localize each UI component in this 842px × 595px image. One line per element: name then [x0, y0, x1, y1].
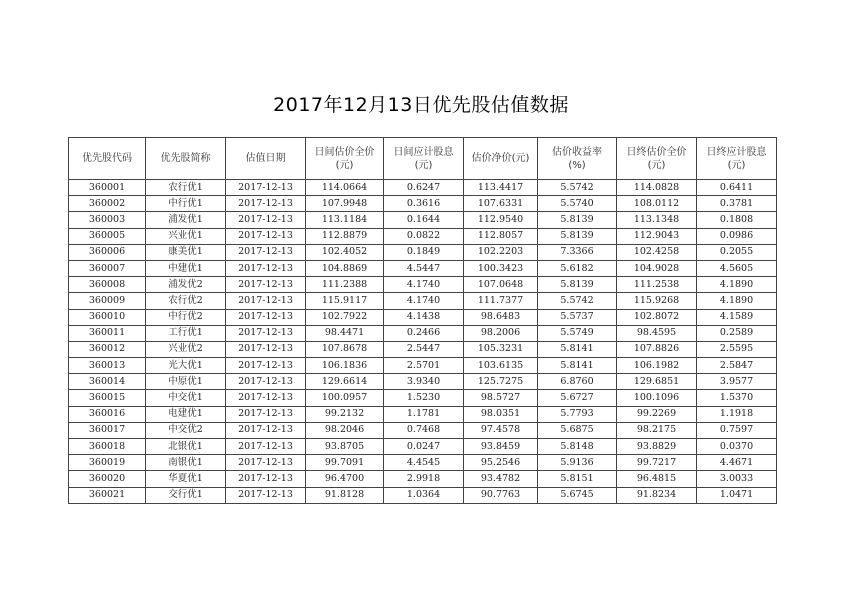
table-cell: 91.8128: [306, 487, 384, 503]
table-cell: 129.6614: [306, 374, 384, 390]
table-cell: 0.7468: [384, 422, 464, 438]
table-cell: 5.5749: [538, 325, 617, 341]
table-cell: 360002: [69, 196, 146, 212]
table-cell: 360019: [69, 455, 146, 471]
table-cell: 96.4815: [617, 471, 697, 487]
table-cell: 中原优1: [146, 374, 226, 390]
table-row: [69, 487, 777, 503]
column-header-label: 日间估价全价: [314, 146, 375, 158]
table-cell: 5.8139: [538, 228, 617, 244]
table-cell: 2017-12-13: [226, 277, 306, 293]
table-cell: 360015: [69, 390, 146, 406]
table-cell: 0.0822: [384, 228, 464, 244]
column-header-unit: (%): [568, 159, 586, 171]
table-cell: 2017-12-13: [226, 196, 306, 212]
table-cell: 115.9268: [617, 293, 697, 309]
table-cell: 360011: [69, 325, 146, 341]
table-cell: 北银优1: [146, 439, 226, 455]
column-header-label: 估值日期: [245, 153, 286, 164]
table-cell: 360012: [69, 341, 146, 357]
table-cell: 111.2388: [306, 277, 384, 293]
table-cell: 2017-12-13: [226, 341, 306, 357]
table-cell: 107.9948: [306, 196, 384, 212]
table-cell: 360020: [69, 471, 146, 487]
table-cell: 4.1438: [384, 309, 464, 325]
table-cell: 2017-12-13: [226, 358, 306, 374]
table-cell: 5.8151: [538, 471, 617, 487]
table-row: [69, 325, 777, 341]
table-cell: 0.1644: [384, 212, 464, 228]
table-cell: 112.9540: [464, 212, 538, 228]
column-header: [617, 138, 697, 180]
table-cell: 交行优1: [146, 487, 226, 503]
table-cell: 4.5605: [697, 260, 777, 276]
table-cell: 中交优2: [146, 422, 226, 438]
table-row: [69, 212, 777, 228]
table-cell: 360001: [69, 180, 146, 196]
table-row: [69, 309, 777, 325]
table-cell: 97.4578: [464, 422, 538, 438]
table-cell: 4.1890: [697, 293, 777, 309]
table-cell: 兴业优2: [146, 341, 226, 357]
table-cell: 114.0828: [617, 180, 697, 196]
table-cell: 4.1890: [697, 277, 777, 293]
table-cell: 360017: [69, 422, 146, 438]
table-cell: 98.4595: [617, 325, 697, 341]
table-cell: 5.6745: [538, 487, 617, 503]
header-row: [69, 138, 777, 180]
table-cell: 4.4545: [384, 455, 464, 471]
column-header: [384, 138, 464, 180]
page-title: 2017年12月13日优先股估值数据: [273, 94, 569, 116]
table-cell: 2017-12-13: [226, 439, 306, 455]
table-cell: 104.8869: [306, 260, 384, 276]
table-cell: 2017-12-13: [226, 374, 306, 390]
table-cell: 99.2132: [306, 406, 384, 422]
table-cell: 360010: [69, 309, 146, 325]
table-cell: 兴业优1: [146, 228, 226, 244]
table-cell: 0.3781: [697, 196, 777, 212]
table-cell: 2.5447: [384, 341, 464, 357]
table-cell: 93.8705: [306, 439, 384, 455]
table-cell: 0.0370: [697, 439, 777, 455]
table-row: [69, 471, 777, 487]
table-cell: 108.0112: [617, 196, 697, 212]
table-cell: 107.6331: [464, 196, 538, 212]
column-header-label: 优先股代码: [82, 153, 132, 164]
table-row: [69, 374, 777, 390]
table-cell: 98.2006: [464, 325, 538, 341]
table-cell: 0.0986: [697, 228, 777, 244]
table-cell: 5.6875: [538, 422, 617, 438]
table-cell: 107.8826: [617, 341, 697, 357]
column-header: [146, 138, 226, 180]
table-cell: 0.0247: [384, 439, 464, 455]
column-header-unit: (元): [647, 159, 666, 171]
table-row: [69, 422, 777, 438]
table-cell: 电建优1: [146, 406, 226, 422]
table-cell: 129.6851: [617, 374, 697, 390]
table-cell: 0.6247: [384, 180, 464, 196]
column-header-label: 日间应计股息: [393, 146, 454, 158]
table-cell: 105.3231: [464, 341, 538, 357]
table-cell: 111.2538: [617, 277, 697, 293]
table-cell: 1.1781: [384, 406, 464, 422]
table-cell: 99.7217: [617, 455, 697, 471]
table-cell: 4.1740: [384, 277, 464, 293]
table-cell: 5.7793: [538, 406, 617, 422]
table-cell: 1.0364: [384, 487, 464, 503]
table-cell: 360009: [69, 293, 146, 309]
table-cell: 2.5595: [697, 341, 777, 357]
table-cell: 0.7597: [697, 422, 777, 438]
table-cell: 2017-12-13: [226, 260, 306, 276]
table-cell: 2017-12-13: [226, 471, 306, 487]
table-cell: 102.4052: [306, 244, 384, 260]
column-header-label: 估价收益率: [552, 146, 602, 158]
table-cell: 98.5727: [464, 390, 538, 406]
table-cell: 112.8057: [464, 228, 538, 244]
table-cell: 98.2175: [617, 422, 697, 438]
table-cell: 98.4471: [306, 325, 384, 341]
table-cell: 102.4258: [617, 244, 697, 260]
table-cell: 2017-12-13: [226, 309, 306, 325]
table-cell: 0.3616: [384, 196, 464, 212]
table-cell: 4.1589: [697, 309, 777, 325]
table-cell: 360013: [69, 358, 146, 374]
table-cell: 113.4417: [464, 180, 538, 196]
column-header: [306, 138, 384, 180]
table-cell: 104.9028: [617, 260, 697, 276]
column-header-unit: (元): [414, 159, 433, 171]
column-header: [697, 138, 777, 180]
valuation-table: [68, 137, 777, 504]
table-cell: 5.5737: [538, 309, 617, 325]
table-cell: 工行优1: [146, 325, 226, 341]
table-row: [69, 406, 777, 422]
table-cell: 106.1836: [306, 358, 384, 374]
table-body: [69, 180, 777, 504]
table-cell: 1.1918: [697, 406, 777, 422]
table-cell: 90.7763: [464, 487, 538, 503]
table-cell: 98.6483: [464, 309, 538, 325]
table-cell: 112.9043: [617, 228, 697, 244]
table-cell: 2017-12-13: [226, 406, 306, 422]
table-cell: 中行优1: [146, 196, 226, 212]
table-cell: 浦发优1: [146, 212, 226, 228]
table-cell: 107.0648: [464, 277, 538, 293]
table-cell: 5.5740: [538, 196, 617, 212]
table-cell: 113.1184: [306, 212, 384, 228]
table-cell: 中交优1: [146, 390, 226, 406]
table-cell: 5.5742: [538, 293, 617, 309]
table-cell: 5.6182: [538, 260, 617, 276]
table-cell: 农行优1: [146, 180, 226, 196]
table-cell: 5.8139: [538, 212, 617, 228]
table-row: [69, 293, 777, 309]
table-cell: 2017-12-13: [226, 325, 306, 341]
table-cell: 5.5742: [538, 180, 617, 196]
table-cell: 康美优1: [146, 244, 226, 260]
table-cell: 0.1808: [697, 212, 777, 228]
table-cell: 0.2055: [697, 244, 777, 260]
table-cell: 1.5230: [384, 390, 464, 406]
table-row: [69, 439, 777, 455]
table-cell: 2017-12-13: [226, 244, 306, 260]
table-cell: 2.9918: [384, 471, 464, 487]
table-cell: 5.6727: [538, 390, 617, 406]
table-cell: 0.2466: [384, 325, 464, 341]
table-cell: 360006: [69, 244, 146, 260]
table-cell: 2017-12-13: [226, 293, 306, 309]
table-cell: 3.0033: [697, 471, 777, 487]
table-cell: 102.7922: [306, 309, 384, 325]
table-cell: 2017-12-13: [226, 212, 306, 228]
table-cell: 7.3366: [538, 244, 617, 260]
table-row: [69, 455, 777, 471]
table-cell: 1.0471: [697, 487, 777, 503]
table-cell: 2017-12-13: [226, 390, 306, 406]
table-cell: 111.7377: [464, 293, 538, 309]
table-cell: 浦发优2: [146, 277, 226, 293]
table-row: [69, 180, 777, 196]
table-cell: 360003: [69, 212, 146, 228]
table-cell: 95.2546: [464, 455, 538, 471]
column-header-unit: (元): [335, 159, 354, 171]
table-cell: 115.9117: [306, 293, 384, 309]
table-cell: 107.8678: [306, 341, 384, 357]
table-row: [69, 277, 777, 293]
table-cell: 100.0957: [306, 390, 384, 406]
table-row: [69, 358, 777, 374]
table-cell: 99.7091: [306, 455, 384, 471]
table-cell: 112.8879: [306, 228, 384, 244]
table-cell: 93.8459: [464, 439, 538, 455]
table-cell: 4.1740: [384, 293, 464, 309]
table-cell: 2017-12-13: [226, 487, 306, 503]
table-cell: 360007: [69, 260, 146, 276]
table-cell: 102.2203: [464, 244, 538, 260]
table-cell: 100.1096: [617, 390, 697, 406]
table-cell: 5.8148: [538, 439, 617, 455]
table-cell: 4.5447: [384, 260, 464, 276]
table-cell: 360014: [69, 374, 146, 390]
table-cell: 2.5701: [384, 358, 464, 374]
table-cell: 2017-12-13: [226, 180, 306, 196]
table-cell: 5.8139: [538, 277, 617, 293]
column-header-label: 估价净价(元): [471, 153, 530, 164]
table-row: [69, 260, 777, 276]
table-cell: 98.0351: [464, 406, 538, 422]
table-cell: 114.0664: [306, 180, 384, 196]
table-cell: 光大优1: [146, 358, 226, 374]
table-row: [69, 196, 777, 212]
table-cell: 6.8760: [538, 374, 617, 390]
table-cell: 100.3423: [464, 260, 538, 276]
table-cell: 2.5847: [697, 358, 777, 374]
column-header-unit: (元): [727, 159, 746, 171]
table-cell: 2017-12-13: [226, 455, 306, 471]
table-cell: 93.8829: [617, 439, 697, 455]
table-cell: 360016: [69, 406, 146, 422]
column-header-label: 日终估价全价: [626, 146, 687, 158]
table-cell: 102.8072: [617, 309, 697, 325]
table-cell: 4.4671: [697, 455, 777, 471]
table-cell: 中行优2: [146, 309, 226, 325]
table-cell: 5.8141: [538, 358, 617, 374]
table-cell: 99.2269: [617, 406, 697, 422]
table-cell: 360021: [69, 487, 146, 503]
table-cell: 中建优1: [146, 260, 226, 276]
table-row: [69, 390, 777, 406]
table-cell: 1.5370: [697, 390, 777, 406]
table-cell: 南银优1: [146, 455, 226, 471]
table-row: [69, 341, 777, 357]
table-cell: 360005: [69, 228, 146, 244]
table-cell: 2017-12-13: [226, 228, 306, 244]
table-cell: 3.9340: [384, 374, 464, 390]
table-cell: 5.8141: [538, 341, 617, 357]
table-cell: 360018: [69, 439, 146, 455]
column-header: [69, 138, 146, 180]
table-cell: 91.8234: [617, 487, 697, 503]
table-cell: 0.6411: [697, 180, 777, 196]
column-header: [464, 138, 538, 180]
table-cell: 农行优2: [146, 293, 226, 309]
column-header-label: 优先股简称: [160, 153, 211, 164]
table-cell: 98.2046: [306, 422, 384, 438]
table-cell: 113.1348: [617, 212, 697, 228]
table-cell: 103.6135: [464, 358, 538, 374]
table-cell: 2017-12-13: [226, 422, 306, 438]
column-header-label: 日终应计股息: [706, 146, 767, 158]
table-row: [69, 244, 777, 260]
table-cell: 5.9136: [538, 455, 617, 471]
table-cell: 3.9577: [697, 374, 777, 390]
table-row: [69, 228, 777, 244]
table-cell: 125.7275: [464, 374, 538, 390]
table-cell: 106.1982: [617, 358, 697, 374]
table-cell: 华夏优1: [146, 471, 226, 487]
table-cell: 360008: [69, 277, 146, 293]
column-header: [226, 138, 306, 180]
table-cell: 96.4700: [306, 471, 384, 487]
column-header: [538, 138, 617, 180]
table-cell: 0.2589: [697, 325, 777, 341]
table-cell: 93.4782: [464, 471, 538, 487]
table-cell: 0.1849: [384, 244, 464, 260]
